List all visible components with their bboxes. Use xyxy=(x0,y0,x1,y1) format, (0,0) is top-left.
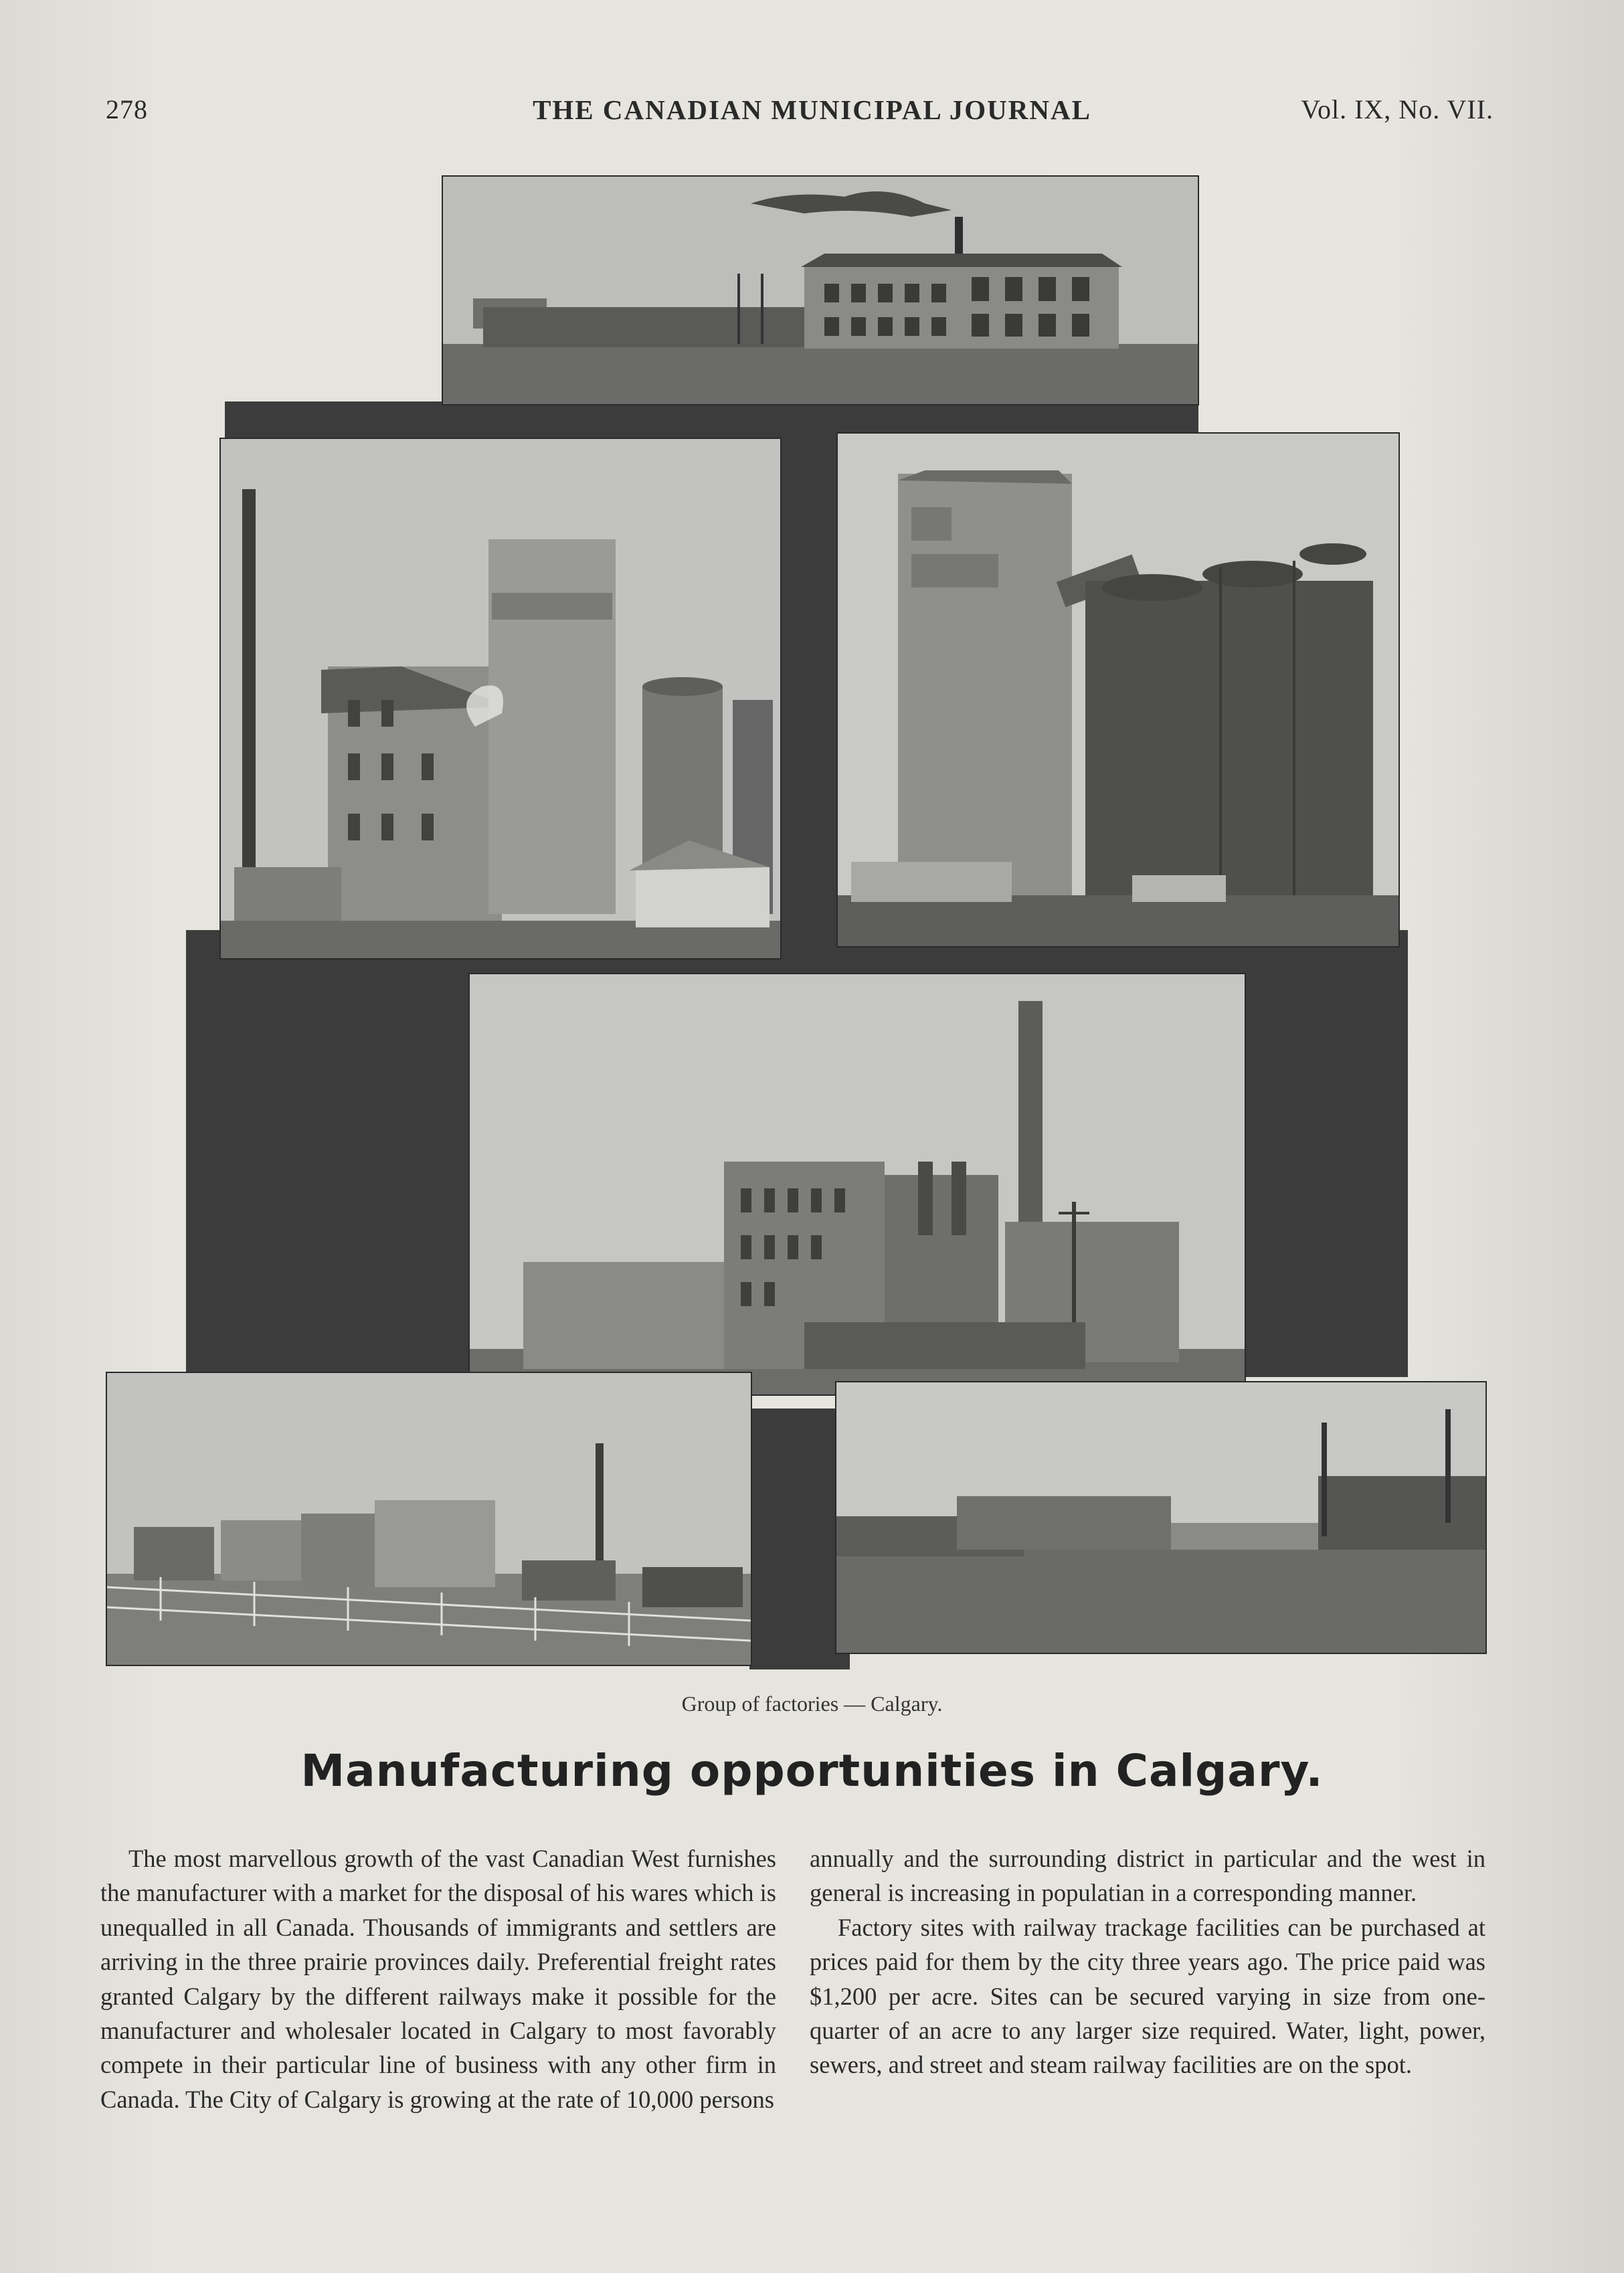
journal-title: THE CANADIAN MUNICIPAL JOURNAL xyxy=(533,94,1091,125)
article-paragraph: The most marvellous growth of the vast Canadian West furnishes the manufacturer with a market for the disposal of his wares which is unequalled in all Canada. Thousands of immigrants and settlers are arriving in the three prairie provinces daily. Preferential freight rates granted Calgary by the different railways make it possible for the manufacturer and wholesaler located in Calgary to most favorably compete in their particular line of business with any other firm in Canada. The City of Calgary is growing at the rate of 10,000 persons xyxy=(100,1845,776,2113)
mill-elevator-photo xyxy=(221,439,780,958)
article-paragraph: annually and the surrounding district in particular and the west in general is increasing in populatian in a corresponding manner. xyxy=(810,1845,1485,1907)
montage-pillar-bottom xyxy=(749,1408,850,1669)
column-right xyxy=(810,1841,1485,2082)
page-number: 278 xyxy=(106,94,148,124)
brewery-plant-photo xyxy=(470,974,1245,1394)
article-paragraph: Factory sites with railway trackage facilities can be purchased at prices paid for them by the city three years ago. The price paid was $1,200 per acre. Sites can be secured varying in size from one-quarter of an acre to any larger size required. Water, light, power, sewers, and street and steam railway facilities are on the spot. xyxy=(810,1913,1485,2079)
figure-caption: Group of factories — Calgary. xyxy=(681,1692,943,1716)
long-factory-photo xyxy=(443,177,1198,404)
column-left xyxy=(100,1841,776,2116)
globe-elevator-photo xyxy=(838,434,1399,946)
stockyard-photo xyxy=(107,1373,751,1665)
rail-sheds-photo xyxy=(836,1382,1485,1653)
article-headline: Manufacturing opportunities in Calgary. xyxy=(300,1745,1324,1797)
volume-info: Vol. IX, No. VII. xyxy=(1301,94,1494,124)
